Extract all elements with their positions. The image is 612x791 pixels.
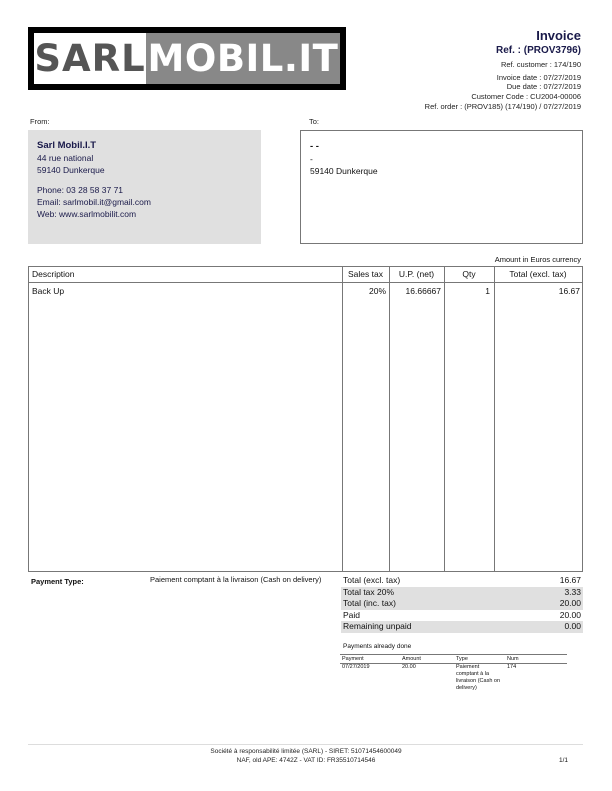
line-tax: 20% — [368, 286, 386, 296]
type-col-header: Type — [456, 656, 468, 662]
payment-type-label: Payment Type: — [31, 577, 84, 586]
recipient-line1: - — [310, 154, 313, 164]
sender-address-line2: 59140 Dunkerque — [37, 165, 105, 175]
footer — [0, 747, 612, 765]
num-col-header: Num — [507, 656, 519, 662]
total-label: Total (excl. tax) — [343, 575, 401, 585]
payment-amount: 20.00 — [402, 664, 416, 670]
recipient-address — [310, 141, 378, 177]
total-row — [341, 610, 583, 622]
invoice-lines-table — [28, 266, 583, 572]
total-row — [341, 587, 583, 599]
payment-col-header: Payment — [342, 656, 364, 662]
currency-note: Amount in Euros currency — [494, 255, 581, 264]
total-row — [341, 621, 583, 633]
total-label: Total tax 20% — [343, 586, 395, 597]
col-up-header: U.P. (net) — [398, 269, 435, 279]
col-tax-header: Sales tax — [348, 269, 383, 279]
total-value: 20.00 — [559, 598, 581, 608]
invoice-title: Invoice — [536, 28, 581, 43]
total-label: Total (inc. tax) — [343, 598, 396, 608]
amount-col-header: Amount — [402, 656, 421, 662]
total-label: Remaining unpaid — [343, 621, 412, 631]
line-total: 16.67 — [558, 286, 580, 296]
ref-order: Ref. order : (PROV185) (174/190) / 07/27/2019 — [424, 102, 581, 111]
payment-type-value: Paiement comptant à la livraison (Cash on delivery) — [150, 575, 322, 584]
footer-divider — [28, 744, 583, 745]
payment-row — [340, 664, 567, 671]
recipient-name: - - — [310, 141, 319, 152]
total-value: 20.00 — [559, 609, 581, 620]
payments-done-table — [340, 654, 567, 692]
total-row — [341, 575, 583, 587]
sender-address — [37, 140, 151, 220]
due-date: Due date : 07/27/2019 — [506, 82, 581, 91]
payment-num: 174 — [507, 664, 517, 670]
sender-email: Email: sarlmobil.it@gmail.com — [37, 197, 151, 207]
sender-phone: Phone: 03 28 58 37 71 — [37, 185, 124, 195]
line-unit-price: 16.66667 — [405, 286, 441, 296]
to-label: To: — [309, 117, 320, 126]
sender-address-line1: 44 rue national — [37, 153, 94, 163]
col-total-header: Total (excl. tax) — [509, 269, 567, 279]
totals-block — [341, 575, 583, 633]
recipient-box — [300, 130, 583, 244]
logo-left-text: SARL — [34, 33, 146, 84]
payment-type-cont: delivery) — [456, 685, 477, 691]
payments-done-header — [340, 654, 567, 664]
total-value: 16.67 — [559, 575, 581, 585]
line-description: Back Up — [32, 286, 65, 296]
sender-box — [28, 130, 261, 244]
line-qty: 1 — [485, 286, 490, 296]
sender-web: Web: www.sarlmobilit.com — [37, 209, 137, 219]
total-value: 3.33 — [564, 586, 581, 597]
recipient-line2: 59140 Dunkerque — [310, 166, 378, 176]
payment-type-cont: comptant à la — [456, 671, 490, 677]
invoice-header — [281, 28, 581, 112]
col-qty-header: Qty — [462, 269, 476, 279]
logo-right-text: MOBIL.IT — [146, 33, 340, 84]
page-number: 1/1 — [558, 757, 568, 764]
from-label: From: — [30, 117, 50, 126]
sender-name: Sarl Mobil.I.T — [37, 140, 97, 151]
invoice-ref: Ref. : (PROV3796) — [495, 45, 581, 56]
payments-done-title: Payments already done — [343, 643, 412, 650]
payment-date: 07/27/2019 — [342, 664, 370, 670]
ref-customer: Ref. customer : 174/190 — [500, 60, 581, 69]
payment-type: Paiement — [456, 664, 480, 670]
footer-legal-line1: Société à responsabilité limitée (SARL) - SIRET: 51071454600049 — [210, 748, 402, 755]
total-label: Paid — [343, 609, 361, 620]
invoice-date: Invoice date : 07/27/2019 — [496, 72, 581, 82]
payment-type-cont: livraison (Cash on — [456, 678, 501, 684]
footer-legal-line2: NAF, old APE: 4742Z - VAT ID: FR35510714546 — [236, 757, 376, 764]
customer-code: Customer Code : CU2004-00006 — [471, 91, 581, 101]
total-value: 0.00 — [564, 621, 581, 631]
total-row — [341, 598, 583, 610]
col-description-header: Description — [32, 269, 75, 279]
